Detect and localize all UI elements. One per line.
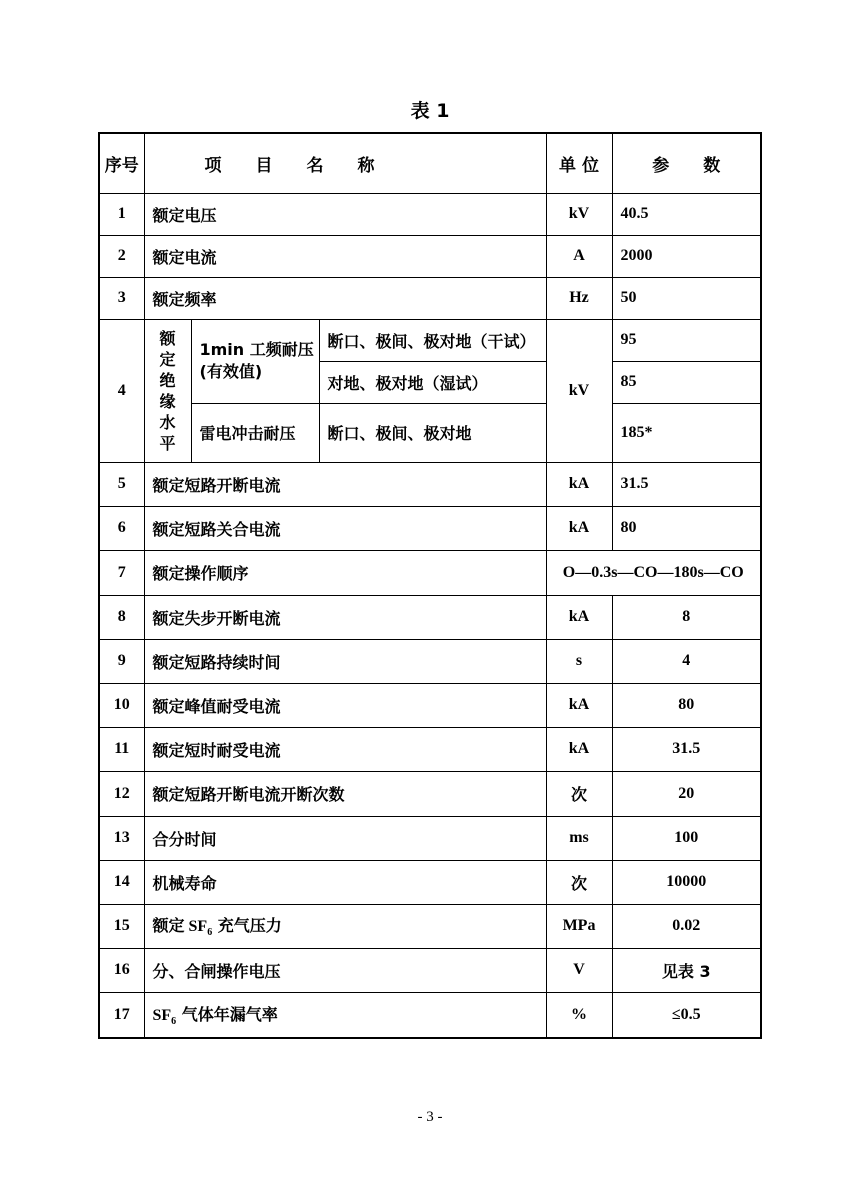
table-row xyxy=(99,992,761,1038)
table-row xyxy=(99,506,761,550)
item-unit: kA xyxy=(546,683,612,727)
item-name: 额定电压 xyxy=(144,193,546,235)
item-name: 额定短路开断电流开断次数 xyxy=(144,771,546,816)
item-unit: V xyxy=(546,948,612,992)
table-row xyxy=(99,771,761,816)
item-unit: 次 xyxy=(546,771,612,816)
lightning-test-value: 185* xyxy=(612,403,761,462)
item-name: 额定电流 xyxy=(144,235,546,277)
item-value: 4 xyxy=(612,639,761,683)
header-index: 序号 xyxy=(99,133,144,193)
item-value: 0.02 xyxy=(612,904,761,948)
table-row xyxy=(99,193,761,235)
insulation-unit: kV xyxy=(546,319,612,462)
power-frequency-rms-label: (有效值) xyxy=(199,362,263,381)
item-name: 合分时间 xyxy=(144,816,546,860)
insulation-label-char: 缘 xyxy=(159,391,176,411)
item-name xyxy=(144,992,546,1038)
item-unit: ms xyxy=(546,816,612,860)
row-number: 3 xyxy=(99,277,144,319)
header-unit: 单 位 xyxy=(546,133,612,193)
item-name-suffix: 气体年漏气率 xyxy=(176,1005,278,1025)
table-row xyxy=(99,235,761,277)
insulation-label-char: 绝 xyxy=(159,370,176,390)
insulation-level-label xyxy=(144,319,191,462)
table-row xyxy=(99,550,761,595)
item-value: 20 xyxy=(612,771,761,816)
table-row xyxy=(99,462,761,506)
item-name-subscript: 6 xyxy=(171,1016,177,1028)
item-unit: % xyxy=(546,992,612,1038)
item-name: 额定峰值耐受电流 xyxy=(144,683,546,727)
spec-table xyxy=(98,132,762,1039)
table-row xyxy=(99,639,761,683)
row-number: 7 xyxy=(99,550,144,595)
table-row xyxy=(99,904,761,948)
row-number: 16 xyxy=(99,948,144,992)
row-number: 2 xyxy=(99,235,144,277)
insulation-label-char: 额 xyxy=(159,328,176,348)
item-name-suffix: 充气压力 xyxy=(212,916,282,936)
item-name-subscript: 6 xyxy=(207,927,213,939)
row-number: 12 xyxy=(99,771,144,816)
insulation-label-char: 水 xyxy=(159,412,176,432)
table-row xyxy=(99,595,761,639)
insulation-row-lightning xyxy=(99,403,761,462)
item-unit: s xyxy=(546,639,612,683)
dry-test-condition: 断口、极间、极对地（干试） xyxy=(319,319,546,361)
item-value: 10000 xyxy=(612,860,761,904)
header-item: 项 目 名 称 xyxy=(144,133,546,193)
item-unit: A xyxy=(546,235,612,277)
item-name: 额定短路开断电流 xyxy=(144,462,546,506)
table-row xyxy=(99,727,761,771)
table-row xyxy=(99,860,761,904)
header-param: 参 数 xyxy=(612,133,761,193)
table-row xyxy=(99,816,761,860)
item-value: O—0.3s—CO—180s—CO xyxy=(546,550,761,595)
row-number: 13 xyxy=(99,816,144,860)
item-name xyxy=(144,904,546,948)
table-row xyxy=(99,948,761,992)
item-name: 额定短时耐受电流 xyxy=(144,727,546,771)
row-number: 6 xyxy=(99,506,144,550)
item-unit: kV xyxy=(546,193,612,235)
table-row xyxy=(99,277,761,319)
item-value: 31.5 xyxy=(612,727,761,771)
wet-test-condition: 对地、极对地（湿试） xyxy=(319,361,546,403)
item-unit: MPa xyxy=(546,904,612,948)
row-number: 8 xyxy=(99,595,144,639)
table-row xyxy=(99,683,761,727)
power-frequency-withstand xyxy=(191,319,319,403)
lightning-test-condition: 断口、极间、极对地 xyxy=(319,403,546,462)
item-value: 80 xyxy=(612,683,761,727)
item-name-prefix: 额定 SF xyxy=(152,918,208,936)
lightning-impulse-withstand: 雷电冲击耐压 xyxy=(191,403,319,462)
item-value: ≤0.5 xyxy=(612,992,761,1038)
dry-test-value: 95 xyxy=(612,319,761,361)
item-value: 8 xyxy=(612,595,761,639)
row-number: 14 xyxy=(99,860,144,904)
row-number: 17 xyxy=(99,992,144,1038)
insulation-label-char: 定 xyxy=(159,349,176,369)
item-unit: kA xyxy=(546,506,612,550)
row-number: 1 xyxy=(99,193,144,235)
item-value: 100 xyxy=(612,816,761,860)
row-number: 4 xyxy=(99,319,144,462)
table-title: 表 1 xyxy=(410,100,450,122)
item-name: 额定失步开断电流 xyxy=(144,595,546,639)
item-value: 见表 3 xyxy=(612,948,761,992)
item-name: 额定频率 xyxy=(144,277,546,319)
row-number: 9 xyxy=(99,639,144,683)
page-number: - 3 - xyxy=(417,1109,443,1125)
item-name: 分、合闸操作电压 xyxy=(144,948,546,992)
insulation-row-dry xyxy=(99,319,761,361)
item-unit: kA xyxy=(546,462,612,506)
item-name: 额定短路持续时间 xyxy=(144,639,546,683)
item-unit: Hz xyxy=(546,277,612,319)
item-value: 80 xyxy=(612,506,761,550)
item-name-prefix: SF xyxy=(152,1007,172,1025)
power-frequency-label: 1min 工频耐压 xyxy=(199,340,314,359)
row-number: 15 xyxy=(99,904,144,948)
row-number: 10 xyxy=(99,683,144,727)
item-name: 额定短路关合电流 xyxy=(144,506,546,550)
item-value: 40.5 xyxy=(612,193,761,235)
item-value: 50 xyxy=(612,277,761,319)
wet-test-value: 85 xyxy=(612,361,761,403)
item-value: 31.5 xyxy=(612,462,761,506)
item-unit: 次 xyxy=(546,860,612,904)
row-number: 5 xyxy=(99,462,144,506)
item-unit: kA xyxy=(546,727,612,771)
item-name: 额定操作顺序 xyxy=(144,550,546,595)
row-number: 11 xyxy=(99,727,144,771)
item-name: 机械寿命 xyxy=(144,860,546,904)
table-header-row xyxy=(99,133,761,193)
insulation-label-char: 平 xyxy=(159,433,176,453)
item-unit: kA xyxy=(546,595,612,639)
item-value: 2000 xyxy=(612,235,761,277)
